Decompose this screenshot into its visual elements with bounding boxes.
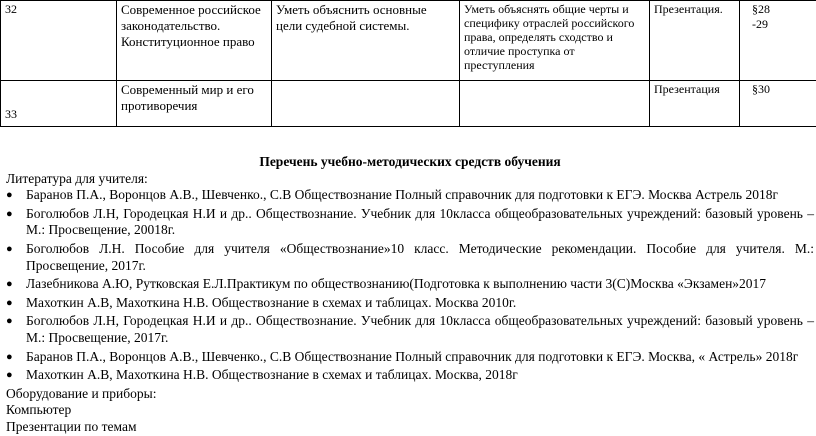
table-row — [1, 81, 816, 127]
lesson-topic: Современное российское законодательство. Конституционное право — [117, 1, 272, 81]
bullet-icon: ● — [6, 187, 26, 204]
bullet-icon: ● — [6, 313, 26, 330]
bullet-icon: ● — [6, 367, 26, 384]
lesson-aims — [272, 81, 460, 127]
lesson-paragraph: §28 -29 — [740, 1, 816, 81]
list-item — [6, 313, 814, 346]
lesson-skills — [460, 81, 650, 127]
bullet-icon: ● — [6, 241, 26, 258]
reference-text: Махоткин А.В, Махоткина Н.В. Обществознание в схемах и таблицах. Москва, 2018г — [26, 367, 518, 382]
lesson-number: 33 — [1, 81, 117, 127]
teaching-materials-section — [6, 154, 814, 436]
reference-text: Баранов П.А., Воронцов А.В., Шевченко., С.В Обществознание Полный справочник для подготовки к ЕГЭ. Москва, « Астрель» 2018г — [26, 349, 798, 364]
section-title-text: Перечень учебно-методических средств обучения — [259, 154, 560, 169]
reference-text: Махоткин А.В, Махоткина Н.В. Обществознание в схемах и таблицах. Москва 2010г. — [26, 295, 516, 310]
equipment-item: Презентации по темам — [6, 419, 814, 436]
reference-text: Боголюбов Л.Н, Городецкая Н.И и др.. Обществознание. Учебник для 10класса общеобразовательных учреждений: базовый уровень – М.: Просвещение, 20018г. — [26, 206, 814, 238]
lesson-plan-table — [0, 0, 816, 127]
bullet-icon: ● — [6, 276, 26, 293]
list-item — [6, 276, 814, 293]
list-item — [6, 295, 814, 312]
table-row — [1, 1, 816, 81]
lesson-topic: Современный мир и его противоречия — [117, 81, 272, 127]
reference-text: Боголюбов Л.Н. Пособие для учителя «Обществознание»10 класс. Методические рекомендации. Пособие для учителя. М.: Просвещение, 2017г. — [26, 241, 814, 273]
lesson-skills: Уметь объяснять общие черты и специфику отраслей российского права, определять сходство и отличие проступка от преступления — [460, 1, 650, 81]
reference-text: Боголюбов Л.Н, Городецкая Н.И и др.. Обществознание. Учебник для 10класса общеобразовательных учреждений: базовый уровень – М.: Просвещение, 2017г. — [26, 313, 814, 345]
lesson-paragraph: §30 — [740, 81, 816, 127]
section-title — [6, 154, 814, 171]
bullet-icon: ● — [6, 206, 26, 223]
lesson-form: Презентация — [650, 81, 740, 127]
bullet-icon: ● — [6, 349, 26, 366]
reference-list — [6, 187, 814, 384]
reference-text: Баранов П.А., Воронцов А.В., Шевченко., С.В Обществознание Полный справочник для подготовки к ЕГЭ. Москва Астрель 2018г — [26, 187, 778, 202]
equipment-item: Компьютер — [6, 402, 814, 419]
list-item — [6, 349, 814, 366]
list-item — [6, 206, 814, 239]
teacher-literature-label: Литература для учителя: — [6, 171, 814, 188]
list-item — [6, 367, 814, 384]
equipment-label: Оборудование и приборы: — [6, 386, 814, 403]
reference-text: Лазебникова А.Ю, Рутковская Е.Л.Практикум по обществознанию(Подготовка к выполнению части 3(С)Москва «Экзамен»2017 — [26, 276, 766, 291]
list-item — [6, 187, 814, 204]
list-item — [6, 241, 814, 274]
lesson-aims: Уметь объяснить основные цели судебной системы. — [272, 1, 460, 81]
bullet-icon: ● — [6, 295, 26, 312]
lesson-number: 32 — [1, 1, 117, 81]
lesson-form: Презентация. — [650, 1, 740, 81]
